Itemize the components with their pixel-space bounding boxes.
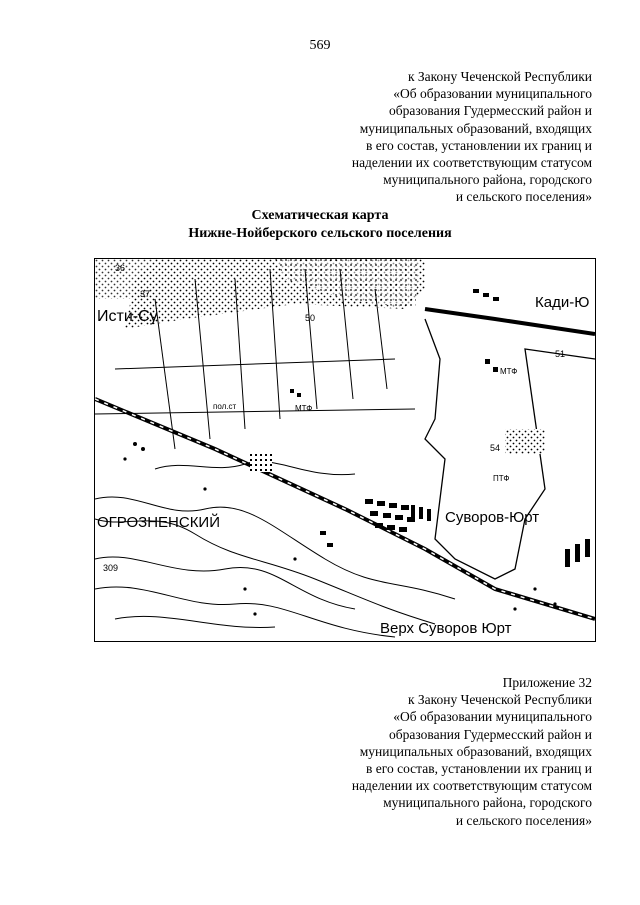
- map-title-line-1: Схематическая карта: [251, 208, 389, 223]
- map-title-line-2: Нижне-Нойберского сельского поселения: [188, 225, 452, 241]
- annex-line: к Закону Чеченской Республики: [407, 692, 592, 708]
- map-graphic: [95, 259, 595, 641]
- label-54: 54: [490, 443, 501, 453]
- annex-line: муниципального района, городского: [383, 795, 592, 811]
- label-suvorov-yurt: Суворов-Юрт: [445, 509, 540, 526]
- annex-line: «Об образовании муниципального: [393, 86, 592, 102]
- annex-header-bottom: [172, 674, 592, 829]
- annex-line: наделении их соответствующим статусом: [351, 778, 592, 794]
- label-309: 309: [103, 563, 119, 573]
- annex-line: в его состав, установлении их границ и: [366, 137, 592, 153]
- annex-line: муниципальных образований, входящих: [359, 743, 592, 759]
- annex-line: к Закону Чеченской Республики: [407, 69, 592, 84]
- dotted-patch-right: [505, 429, 545, 454]
- annex-line: образования Гудермесский район и: [389, 726, 592, 742]
- annex-line: муниципальных образований, входящих: [359, 120, 592, 136]
- label-ptf: ПТФ: [493, 474, 510, 483]
- label-kadi-yurt: Кади-Ю: [535, 294, 590, 311]
- label-mtf-2: МТФ: [500, 367, 518, 376]
- road-to-kadi-yurt: [425, 309, 595, 334]
- label-verkh-suvorov-yurt: Верх Суворов Юрт: [380, 620, 512, 637]
- page-number: 569: [309, 38, 331, 53]
- annex-number: Приложение 32: [502, 675, 592, 690]
- label-pol-st: пол.ст: [213, 402, 237, 411]
- map-title: [0, 207, 640, 242]
- label-ogroznensky: ОГРОЗНЕНСКИЙ: [97, 514, 220, 531]
- annex-line: образования Гудермесский район и: [389, 103, 592, 119]
- label-37: 37: [140, 289, 151, 299]
- annex-line: и сельского поселения»: [455, 812, 592, 828]
- label-51: 51: [555, 349, 566, 359]
- annex-line: и сельского поселения»: [455, 189, 592, 205]
- annex-header-top: [172, 68, 592, 206]
- settlement-buildings: [290, 289, 590, 567]
- label-50: 50: [305, 313, 316, 323]
- schematic-map: [94, 258, 596, 642]
- annex-line: «Об образовании муниципального: [393, 709, 592, 725]
- annex-line: наделении их соответствующим статусом: [351, 155, 592, 171]
- label-36: 36: [115, 263, 126, 273]
- dotted-patch-centre: [250, 454, 272, 472]
- label-isti-su: Исти-Су: [97, 308, 158, 325]
- annex-line: муниципального района, городского: [383, 172, 592, 188]
- label-mtf-1: МТФ: [295, 404, 313, 413]
- annex-line: в его состав, установлении их границ и: [366, 761, 592, 777]
